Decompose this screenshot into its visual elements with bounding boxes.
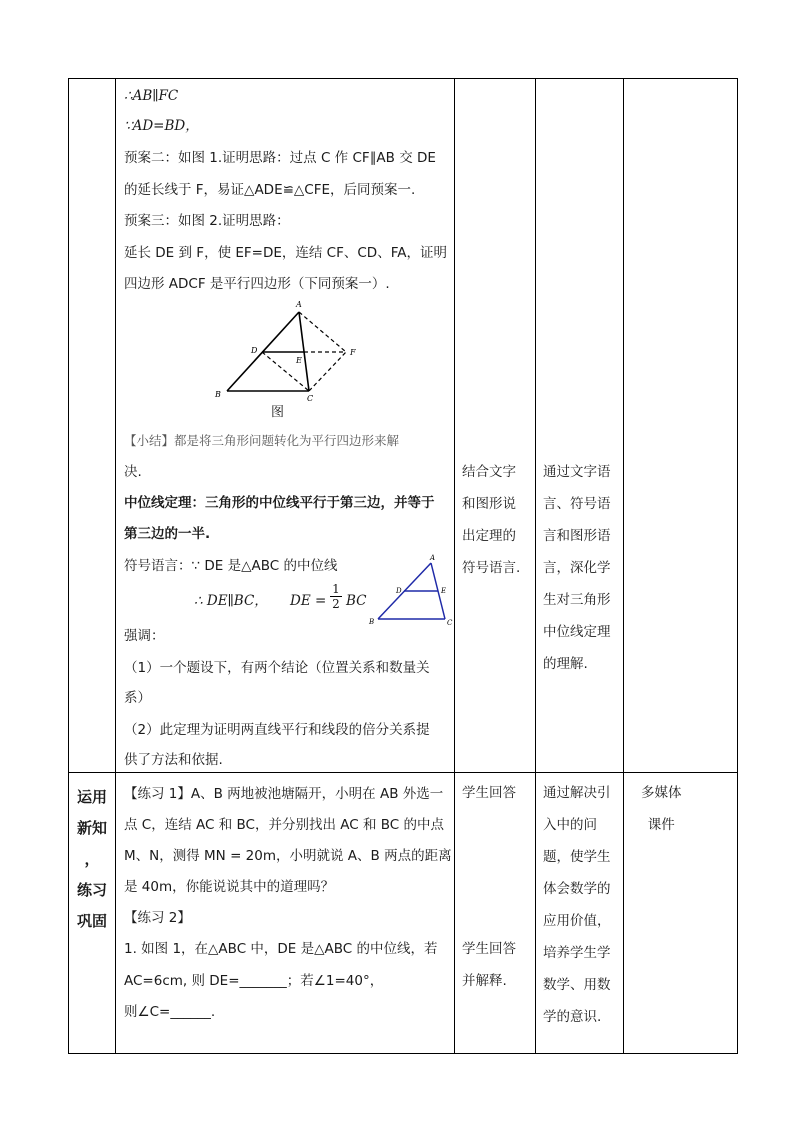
table-row-divider [68, 772, 738, 773]
text-ex2-q1-line1: 1. 如图 1，在△ABC 中，DE 是△ABC 的中位线，若 [124, 941, 438, 957]
table-col-divider-3 [535, 78, 536, 1054]
table-border-left [68, 78, 69, 1054]
section-label-practice: 运用 新知 ， 练习 巩固 [76, 788, 107, 930]
text-ex1-line2: 点 C，连结 AC 和 BC，并分别找出 AC 和 BC 的中点 [124, 817, 445, 833]
text-emphasis-1-line2: 系） [124, 690, 151, 706]
figure-caption: 图 [271, 405, 285, 420]
label-e: E [296, 356, 302, 365]
text-emphasis-2-line1: （2）此定理为证明两直线平行和线段的倍分关系提 [124, 722, 430, 738]
text-summary-line1: 【小结】都是将三角形问题转化为平行四边形来解 [124, 433, 400, 448]
label-c: C [307, 394, 314, 403]
text-theorem-line1: 中位线定理：三角形的中位线平行于第三边，并等于 [124, 495, 435, 511]
text-symbolic-given: 符号语言：∵ DE 是△ABC 的中位线 [124, 558, 338, 574]
label-f: F [350, 348, 356, 357]
figure-blue-triangle [366, 552, 456, 628]
label-b: B [215, 390, 221, 399]
text-plan2-line1: 预案二：如图 1.证明思路：过点 C 作 CF∥AB 交 DE [124, 150, 436, 166]
label2-c: C [447, 619, 453, 627]
text-ex2-q1-line2: AC=6cm, 则 DE=_______；若∠1=40°， [124, 973, 384, 989]
text-ad-equals-bd: ∵AD=BD， [124, 118, 199, 134]
label-a: A [296, 300, 302, 309]
text-ex1-line1: 【练习 1】A、B 两地被池塘隔开，小明在 AB 外选一 [124, 786, 444, 802]
label2-a: A [430, 554, 436, 562]
table-border-top [68, 78, 738, 79]
label2-d: D [396, 587, 402, 595]
text-ex1-line4: 是 40m，你能说说其中的道理吗？ [124, 879, 335, 895]
table-col-divider-4 [623, 78, 624, 1054]
fraction-denominator: 2 [332, 597, 340, 611]
text-ex1-line3: M、N，测得 MN = 20m，小明就说 A、B 两点的距离 [124, 848, 452, 864]
text-ex2-title: 【练习 2】 [124, 910, 191, 926]
seg-cf-dashed [309, 352, 346, 391]
design-intent-1: 通过文字语 言、符号语 言和图形语 言，深化学 生对三角形 中位线定理 的理解. [543, 464, 611, 672]
text-emphasis-2-line2: 供了方法和依据. [124, 752, 223, 768]
media-resource: 多媒体 课件 [641, 785, 682, 833]
text-plan3-line1: 预案三：如图 2.证明思路： [124, 213, 290, 229]
seg-dc-dashed [262, 352, 309, 391]
text-symbolic-therefore: ∴ DE∥BC， [194, 593, 268, 609]
text-emphasis-1-line1: （1）一个题设下，有两个结论（位置关系和数量关 [124, 660, 430, 676]
text-bc: BC [346, 593, 367, 609]
student-activity-2b: 学生回答 并解释. [462, 941, 516, 989]
design-intent-2: 通过解决引 入中的问 题，使学生 体会数学的 应用价值， 培养学生学 数学、用数 学的意识. [543, 785, 611, 1025]
table-border-bottom [68, 1053, 738, 1054]
text-theorem-line2: 第三边的一半. [124, 526, 211, 542]
text-ex2-q1-line3: 则∠C=______. [124, 1004, 216, 1020]
text-plan2-line2: 的延长线于 F，易证△ADE≌△CFE，后同预案一. [124, 182, 416, 198]
student-activity-1: 结合文字 和图形说 出定理的 符号语言. [462, 464, 521, 576]
label2-b: B [369, 618, 375, 626]
text-emphasis: 强调： [124, 628, 165, 644]
text-de-equals: DE = [290, 593, 327, 609]
fraction-numerator: 1 [332, 582, 340, 596]
label2-e: E [441, 587, 447, 595]
figure-triangle-parallelogram [205, 295, 375, 425]
text-plan3-line3: 四边形 ADCF 是平行四边形（下同预案一）. [124, 276, 390, 292]
seg-af-dashed [299, 312, 346, 352]
text-ab-parallel-fc: ∴AB∥FC [124, 88, 179, 104]
fraction-one-half [330, 582, 342, 611]
table-col-divider-1 [115, 78, 116, 1054]
table-border-right [737, 78, 738, 1054]
label-d: D [251, 346, 258, 355]
text-plan3-line2: 延长 DE 到 F，使 EF=DE，连结 CF、CD、FA，证明 [124, 245, 447, 261]
text-summary-line2: 决. [124, 464, 142, 480]
student-activity-2a: 学生回答 [462, 785, 516, 801]
